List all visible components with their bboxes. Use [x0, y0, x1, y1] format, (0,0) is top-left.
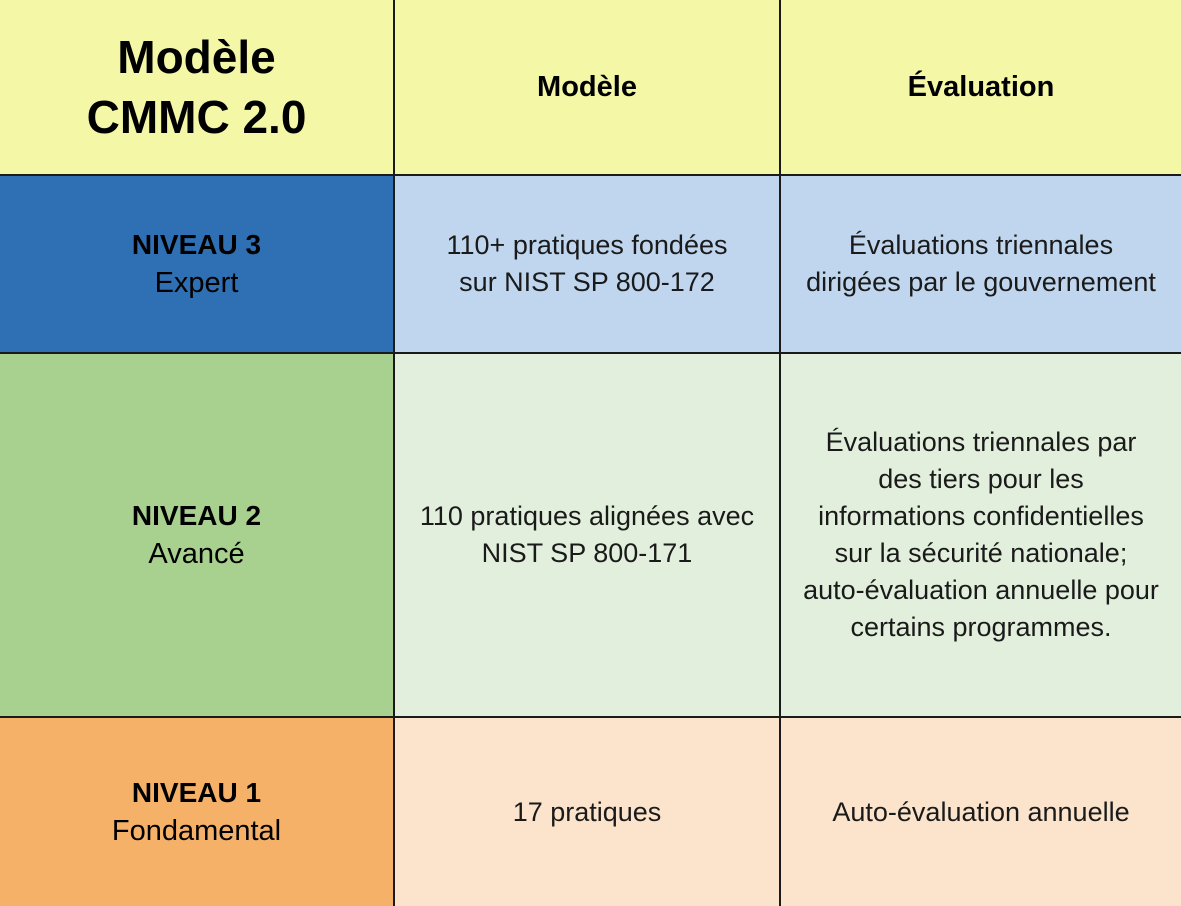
level-name: Expert — [154, 267, 239, 299]
level-2-assessment-cell — [781, 354, 1181, 718]
table-title — [87, 27, 307, 147]
column-header-assessment-label: Évaluation — [907, 71, 1055, 103]
text-line: dirigées par le gouvernement — [806, 267, 1156, 297]
assessment-description — [806, 227, 1156, 301]
assessment-description — [832, 794, 1129, 831]
level-number: NIVEAU 2 — [131, 500, 262, 531]
text-line: 110 pratiques alignées avec — [419, 501, 755, 531]
model-description — [420, 498, 754, 572]
title-line: Modèle — [117, 31, 276, 83]
text-line: certains programmes. — [850, 612, 1112, 642]
level-name: Avancé — [148, 538, 245, 570]
level-number: NIVEAU 1 — [131, 777, 262, 808]
level-3-cell — [0, 176, 395, 354]
level-label — [132, 496, 261, 574]
assessment-description — [803, 424, 1159, 646]
level-number: NIVEAU 3 — [131, 229, 262, 260]
level-3-model-cell — [395, 176, 781, 354]
text-line: NIST SP 800-171 — [481, 538, 693, 568]
text-line: informations confidentielles — [818, 501, 1144, 531]
level-3-assessment-cell — [781, 176, 1181, 354]
text-line: auto-évaluation annuelle pour — [803, 575, 1159, 605]
level-label — [132, 225, 261, 303]
level-name: Fondamental — [111, 815, 282, 847]
text-line: Évaluations triennales par — [825, 427, 1137, 457]
level-1-cell — [0, 718, 395, 906]
column-header-model — [395, 0, 781, 176]
level-1-assessment-cell — [781, 718, 1181, 906]
level-2-cell — [0, 354, 395, 718]
level-1-model-cell — [395, 718, 781, 906]
text-line: 17 pratiques — [512, 796, 662, 827]
column-header-model-label: Modèle — [537, 71, 637, 103]
table-title-cell — [0, 0, 395, 176]
title-line: CMMC 2.0 — [86, 91, 307, 143]
level-2-model-cell — [395, 354, 781, 718]
text-line: des tiers pour les — [878, 464, 1084, 494]
model-description — [513, 794, 662, 831]
level-label — [112, 773, 281, 851]
model-description — [447, 227, 728, 301]
column-header-assessment — [781, 0, 1181, 176]
text-line: 110+ pratiques fondées — [446, 230, 728, 260]
text-line: Évaluations triennales — [848, 230, 1114, 260]
text-line: sur NIST SP 800-172 — [459, 267, 715, 297]
text-line: sur la sécurité nationale; — [834, 538, 1128, 568]
text-line: Auto-évaluation annuelle — [832, 796, 1130, 827]
